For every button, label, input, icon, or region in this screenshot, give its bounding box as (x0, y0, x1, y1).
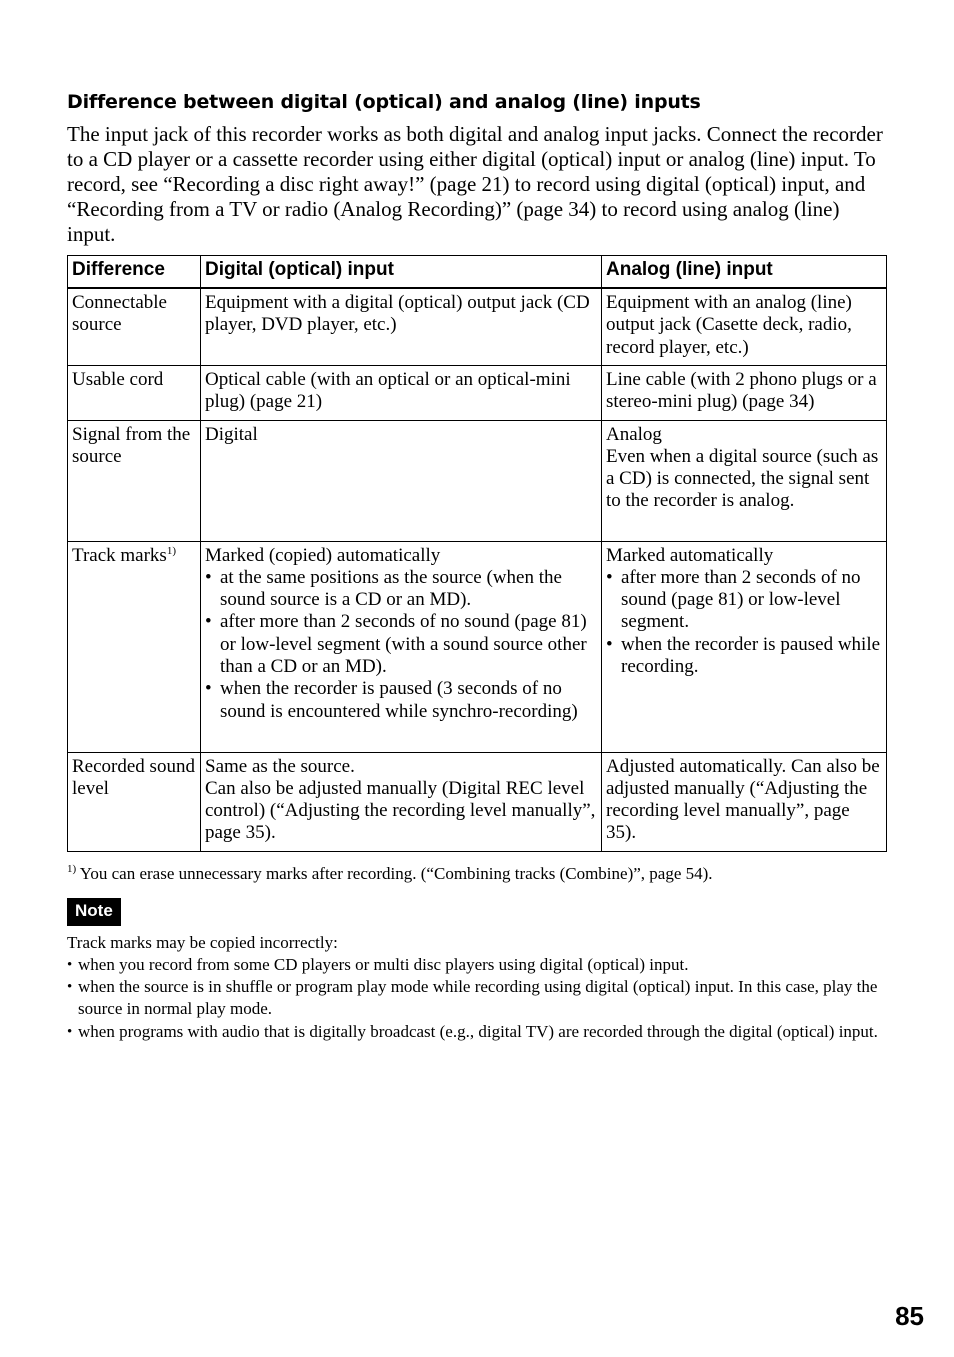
header-digital: Digital (optical) input (201, 256, 602, 289)
list-item: • after more than 2 seconds of no sound (page 81) or low-level segment. (606, 567, 882, 634)
list-item: • when the source is in shuffle or program play mode while recording using digital (optical) input. In this case, play the source in normal play mode. (67, 976, 887, 1021)
digital-cell: Optical cable (with an optical or an optical-mini plug) (page 21) (201, 365, 602, 420)
digital-intro: Marked (copied) automatically (205, 544, 441, 566)
analog-cell (602, 541, 887, 752)
digital-line: Same as the source. (205, 755, 355, 777)
list-item: • at the same positions as the source (when the sound source is a CD or an MD). (205, 567, 597, 612)
note-label: Note (67, 898, 121, 926)
row-label (68, 541, 201, 752)
digital-cell (201, 541, 602, 752)
row-label: Connectable source (68, 288, 201, 365)
digital-cell: Digital (201, 420, 602, 541)
list-item: • when the recorder is paused while recording. (606, 634, 882, 679)
analog-line: Analog (606, 423, 662, 445)
note-intro: Track marks may be copied incorrectly: (67, 932, 338, 952)
analog-cell: Line cable (with 2 phono plugs or a stereo-mini plug) (page 34) (602, 365, 887, 420)
list-item: • when programs with audio that is digitally broadcast (e.g., digital TV) are recorded through the digital (optical) input. (67, 1021, 887, 1043)
digital-bullet-list (205, 567, 597, 723)
analog-cell: Equipment with an analog (line) output jack (Casette deck, radio, record player, etc.) (602, 288, 887, 365)
header-analog: Analog (line) input (602, 256, 887, 289)
analog-cell: Adjusted automatically. Can also be adjusted manually (“Adjusting the recording level manually”, page 35). (602, 752, 887, 851)
list-item: • when the recorder is paused (3 seconds of no sound is encountered while synchro-recording) (205, 678, 597, 723)
table-row (68, 365, 887, 420)
intro-paragraph: The input jack of this recorder works as both digital and analog input jacks. Connect the recorder to a CD player or a cassette recorder using either digital (optical) input or analog (line) input. To record, see “Recording a disc right away!” (page 21) to record using digital (optical) input, and “Recording from a TV or radio (Analog Recording)” (page 34) to record using analog (line) input. (67, 122, 883, 246)
row-label: Recorded sound level (68, 752, 201, 851)
header-difference: Difference (68, 256, 201, 289)
table-row (68, 420, 887, 541)
row-label: Signal from the source (68, 420, 201, 541)
footnote-marker: 1) (67, 862, 77, 875)
table-row (68, 288, 887, 365)
note-bullet-list (67, 954, 887, 1043)
digital-cell (201, 752, 602, 851)
row-label: Usable cord (68, 365, 201, 420)
page-number: 85 (895, 1301, 924, 1331)
table-row (68, 541, 887, 752)
digital-cell: Equipment with a digital (optical) output jack (CD player, DVD player, etc.) (201, 288, 602, 365)
table-header-row (68, 256, 887, 289)
footnote (67, 864, 887, 884)
table-row (68, 752, 887, 851)
analog-bullet-list (606, 567, 882, 678)
list-item: • after more than 2 seconds of no sound (page 81) or low-level segment (with a sound source other than a CD or an MD). (205, 611, 597, 678)
comparison-table (67, 255, 887, 852)
section-heading: Difference between digital (optical) and analog (line) inputs (67, 91, 701, 113)
row-label-text: Track marks (72, 544, 167, 566)
analog-line: Even when a digital source (such as a CD) is connected, the signal sent to the recorder is analog. (606, 445, 879, 512)
footnote-ref: 1) (166, 544, 176, 557)
footnote-text: You can erase unnecessary marks after recording. (“Combining tracks (Combine)”, page 54). (79, 863, 713, 883)
analog-cell (602, 420, 887, 541)
page-content (67, 88, 887, 1043)
list-item: • when you record from some CD players or multi disc players using digital (optical) input. (67, 954, 887, 976)
digital-line: Can also be adjusted manually (Digital REC level control) (“Adjusting the recording level manually”, page 35). (205, 777, 596, 844)
analog-intro: Marked automatically (606, 544, 774, 566)
